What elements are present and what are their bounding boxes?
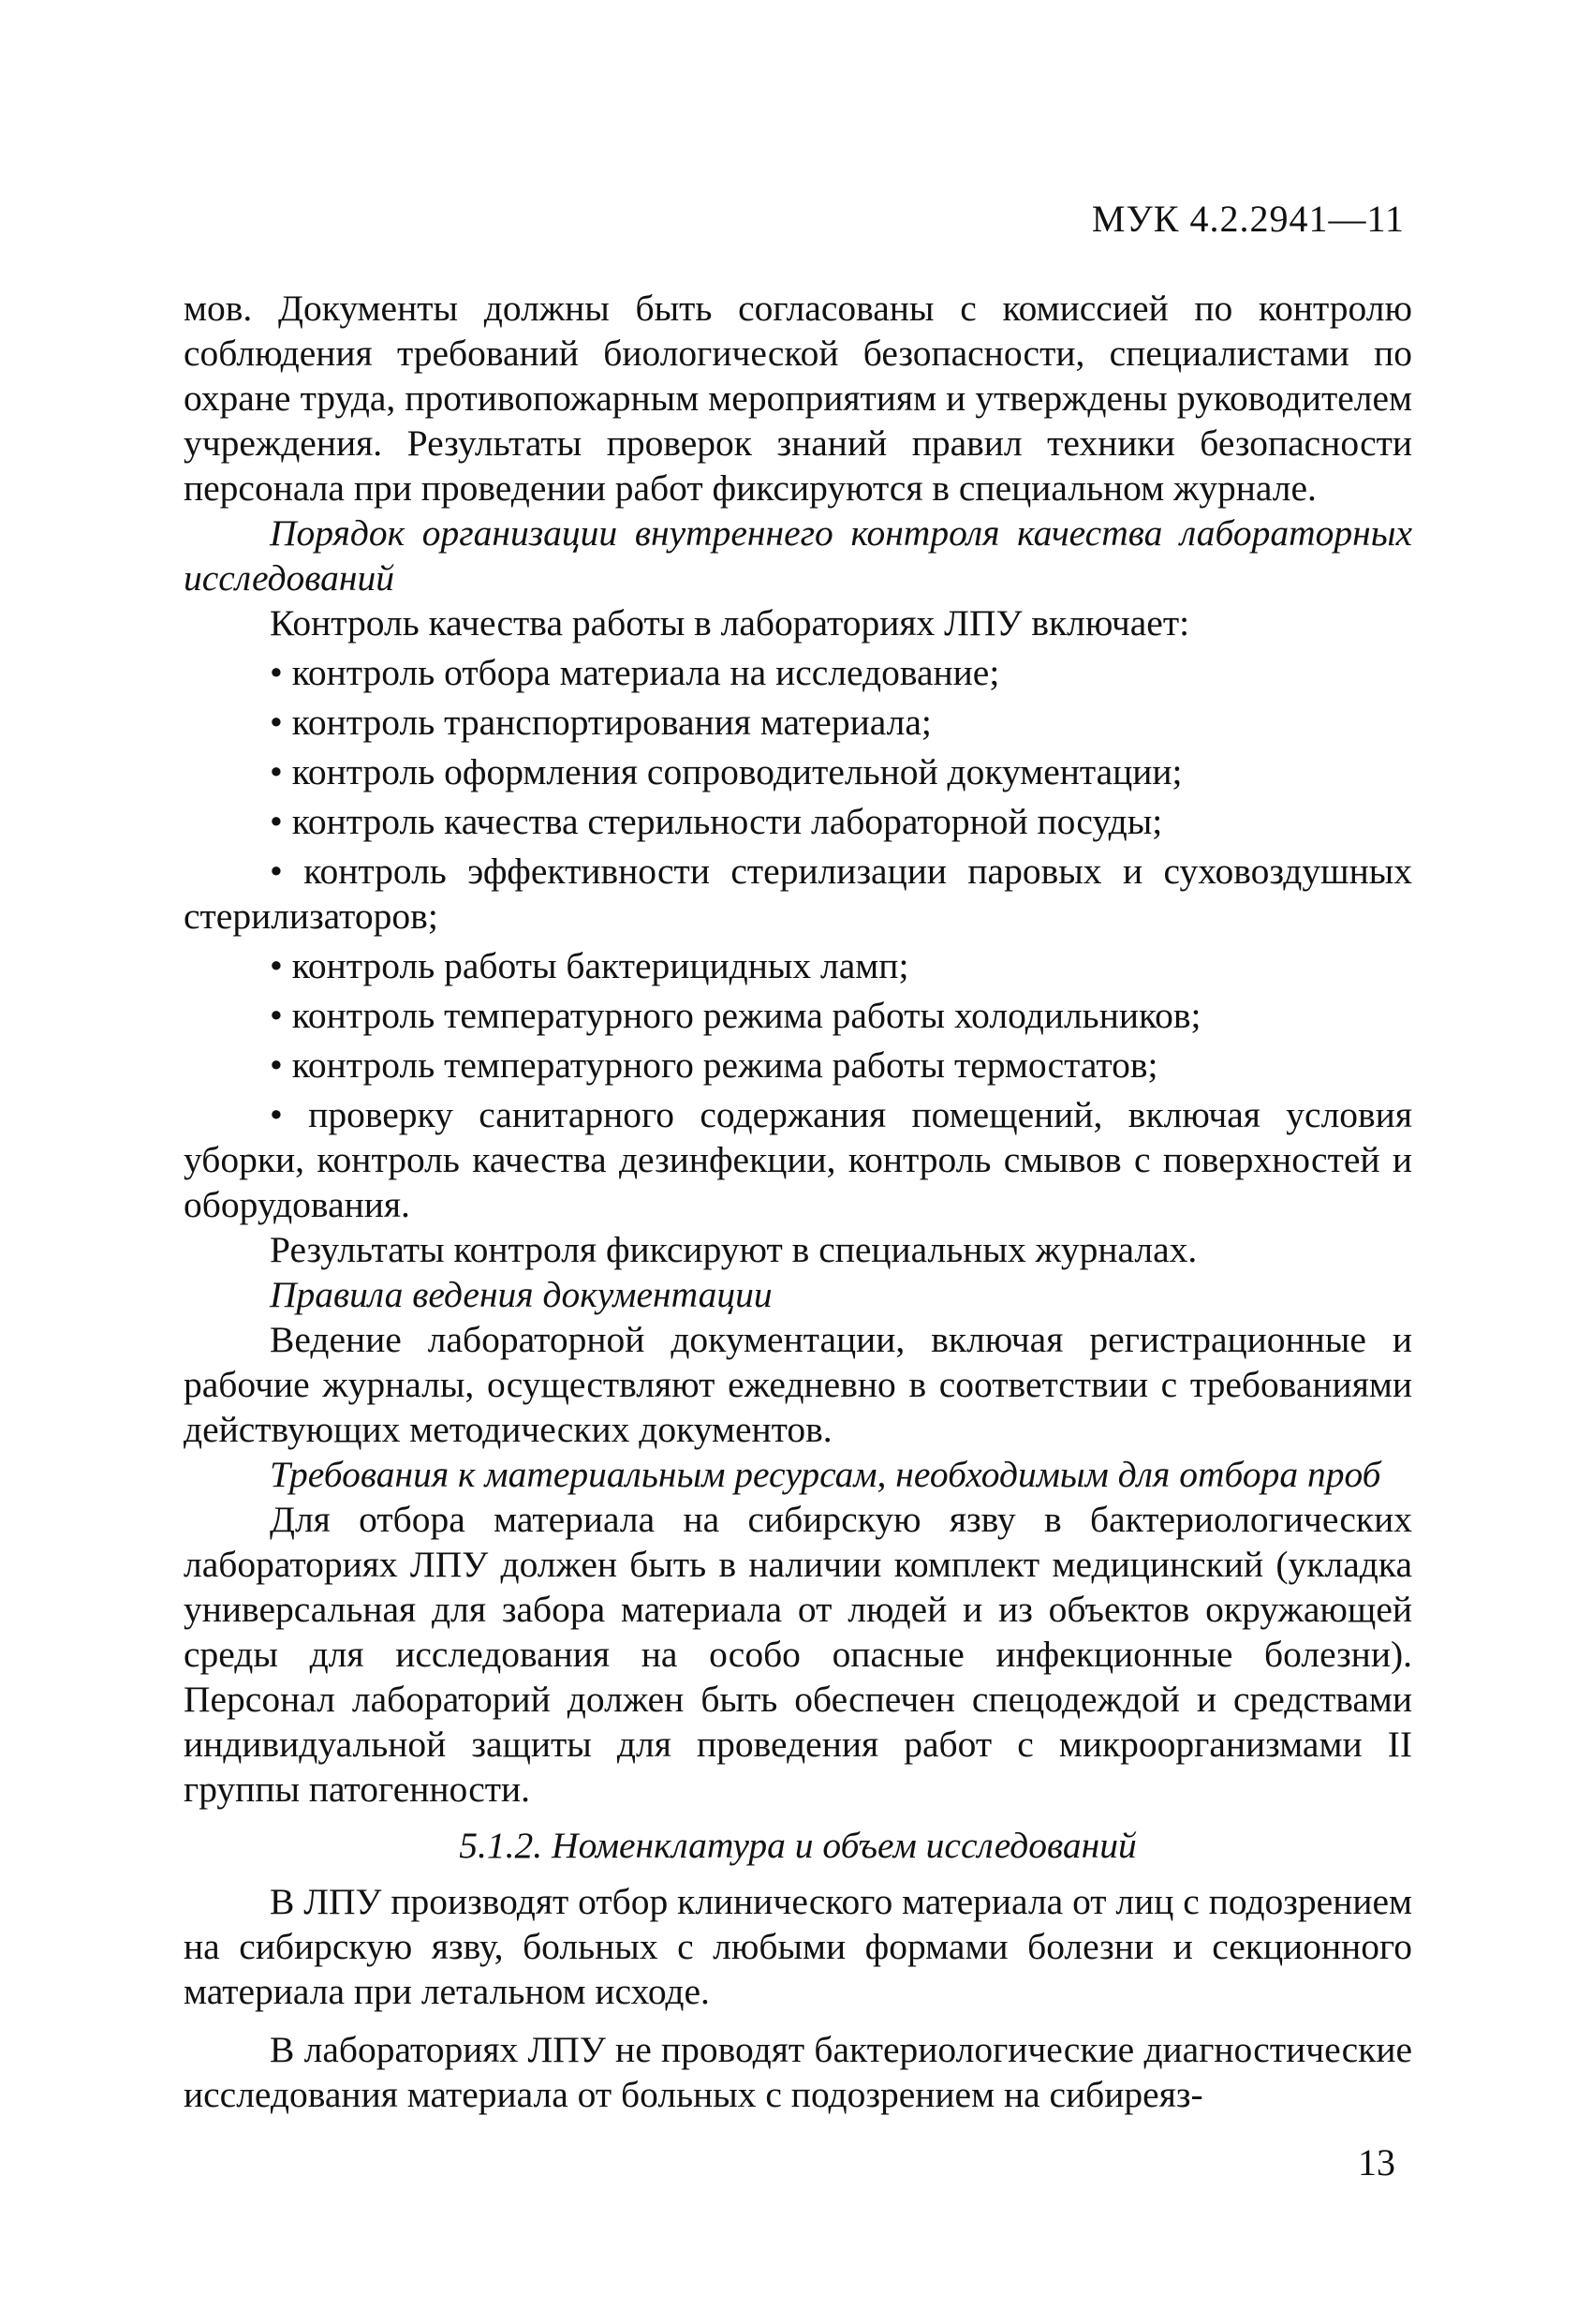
paragraph-diagnostics: В лабораториях ЛПУ не проводят бактериологические диагностические исследования материала от больных с подозрением на сибиреяз- bbox=[184, 2029, 1412, 2115]
paragraph-sampling: В ЛПУ производят отбор клинического материала от лиц с подозрением на сибирскую язву, больных с любыми формами болезни и секционного материала при летальном исходе. bbox=[184, 1881, 1412, 2012]
list-item: • контроль оформления сопроводительной документации; bbox=[184, 749, 1412, 794]
document-code-header: МУК 4.2.2941—11 bbox=[1091, 198, 1405, 240]
paragraph-documentation: Ведение лабораторной документации, включая регистрационные и рабочие журналы, осуществляют ежедневно в соответствии с требованиями действующих методических документов. bbox=[184, 1319, 1412, 1450]
paragraph-quality-control-intro: Контроль качества работы в лабораториях ЛПУ включает: bbox=[270, 602, 1190, 644]
list-item: • контроль качества стерильности лабораторной посуды; bbox=[184, 799, 1412, 844]
paragraph-control-results: Результаты контроля фиксируют в специальных журналах. bbox=[270, 1229, 1198, 1270]
page-number: 13 bbox=[1358, 2141, 1395, 2183]
section-heading-material-resources: Требования к материальным ресурсам, необходимым для отбора проб bbox=[270, 1454, 1381, 1495]
list-item: • контроль отбора материала на исследование; bbox=[184, 650, 1412, 695]
list-item: • контроль работы бактерицидных ламп; bbox=[184, 943, 1412, 988]
paragraph-requirements: мов. Документы должны быть согласованы с комиссией по контролю соблюдения требований биологической безопасности, специалистами по охране труда, противопожарным мероприятиям и утверждены руководителем учреждения. Результаты проверок знаний правил техники безопасности персонала при проведении работ фиксируются в специальном журнале. bbox=[184, 288, 1412, 509]
list-item: • контроль температурного режима работы холодильников; bbox=[184, 993, 1412, 1038]
list-item: • контроль температурного режима работы термостатов; bbox=[184, 1043, 1412, 1088]
section-heading-documentation: Правила ведения документации bbox=[270, 1274, 773, 1315]
paragraph-material-resources: Для отбора материала на сибирскую язву в бактериологических лабораториях ЛПУ должен быть в наличии комплект медицинский (укладка универсальная для забора материала от людей и из объектов окружающей среды для исследования на особо опасные инфекционные болезни). Персонал лабораторий должен быть обеспечен спецодеждой и средствами индивидуальной защиты для проведения работ с микроорганизмами II группы патогенности. bbox=[184, 1499, 1412, 1810]
list-item: • проверку санитарного содержания помещений, включая условия уборки, контроль качества дезинфекции, контроль смывов с поверхностей и оборудования. bbox=[184, 1092, 1412, 1227]
list-item: • контроль транспортирования материала; bbox=[184, 700, 1412, 745]
list-item: • контроль эффективности стерилизации паровых и суховоздушных стерилизаторов; bbox=[184, 849, 1412, 939]
quality-control-list bbox=[184, 650, 1412, 1227]
document-body bbox=[184, 286, 1412, 2117]
section-heading-quality-control: Порядок организации внутреннего контроля качества лабораторных исследований bbox=[184, 512, 1412, 599]
section-heading-nomenclature: 5.1.2. Номенклатура и объем исследований bbox=[459, 1825, 1137, 1866]
